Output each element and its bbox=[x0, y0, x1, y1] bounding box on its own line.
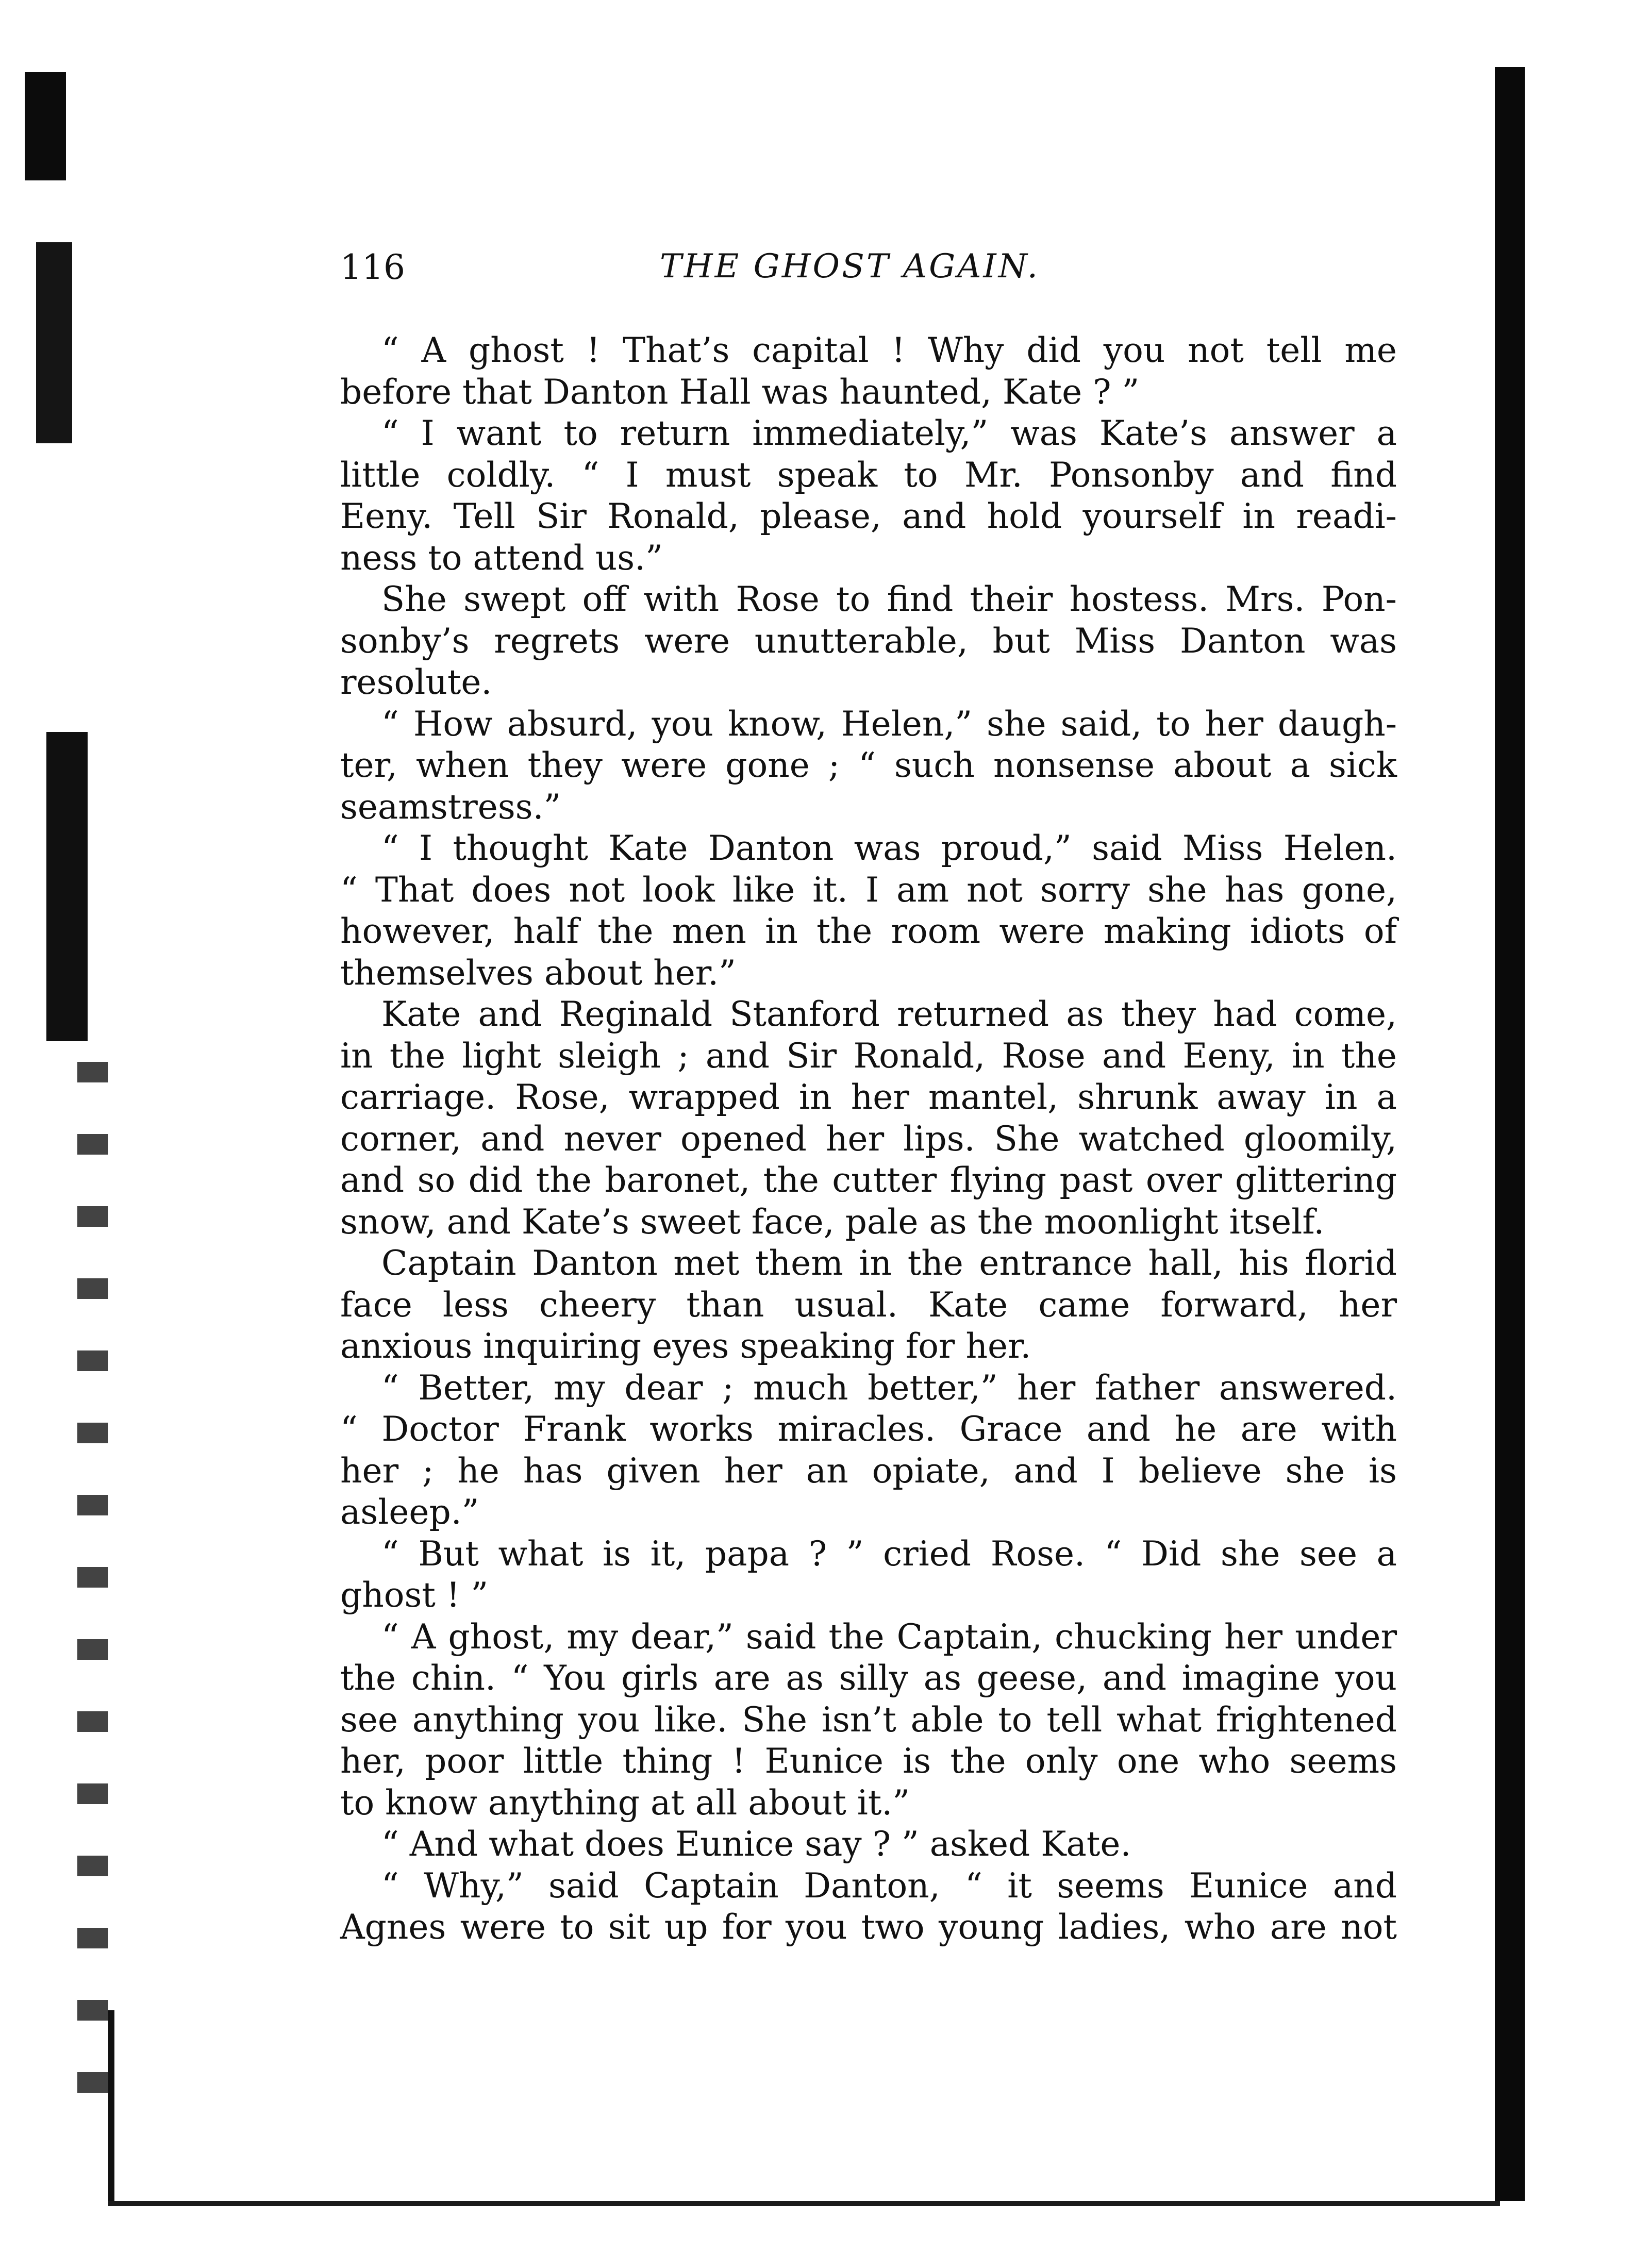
text-line: “ Why,” said Captain Danton, “ it seems Eunice and bbox=[381, 1865, 1397, 1906]
scan-edge-mark bbox=[108, 2010, 114, 2206]
text-line: sonby’s regrets were unutterable, but Miss Danton was bbox=[340, 621, 1397, 661]
scan-edge-mark bbox=[77, 1062, 108, 2093]
text-line: little coldly. “ I must speak to Mr. Ponsonby and find bbox=[340, 455, 1397, 495]
text-line: Captain Danton met them in the entrance hall, his florid bbox=[381, 1243, 1397, 1283]
text-line: “ Doctor Frank works miracles. Grace and he are with bbox=[340, 1409, 1397, 1449]
text-line: see anything you like. She isn’t able to tell what frightened bbox=[340, 1699, 1397, 1740]
text-line: “ A ghost ! That’s capital ! Why did you not tell me bbox=[381, 330, 1397, 370]
running-title: THE GHOST AGAIN. bbox=[660, 247, 1040, 286]
text-line: her, poor little thing ! Eunice is the only one who seems bbox=[340, 1741, 1397, 1781]
text-line: corner, and never opened her lips. She watched gloomily, bbox=[340, 1119, 1397, 1159]
text-line: “ I thought Kate Danton was proud,” said Miss Helen. bbox=[381, 828, 1397, 868]
text-line: carriage. Rose, wrapped in her mantel, shrunk away in a bbox=[340, 1077, 1397, 1117]
text-line: “ But what is it, papa ? ” cried Rose. “ Did she see a bbox=[381, 1533, 1397, 1574]
text-line: themselves about her.” bbox=[340, 953, 736, 993]
text-line: before that Danton Hall was haunted, Kate ? ” bbox=[340, 372, 1140, 412]
text-line: the chin. “ You girls are as silly as geese, and imagine you bbox=[340, 1658, 1397, 1698]
text-line: to know anything at all about it.” bbox=[340, 1782, 910, 1823]
text-line: her ; he has given her an opiate, and I believe she is bbox=[340, 1450, 1397, 1491]
text-line: snow, and Kate’s sweet face, pale as the moonlight itself. bbox=[340, 1202, 1325, 1242]
scan-edge-mark bbox=[25, 72, 66, 180]
text-line: “ That does not look like it. I am not sorry she has gone, bbox=[340, 870, 1397, 910]
scan-edge-mark bbox=[36, 242, 72, 443]
text-line: “ And what does Eunice say ? ” asked Kate. bbox=[381, 1824, 1131, 1864]
text-line: however, half the men in the room were making idiots of bbox=[340, 911, 1397, 951]
text-line: “ I want to return immediately,” was Kate’s answer a bbox=[381, 413, 1397, 453]
text-line: seamstress.” bbox=[340, 787, 561, 827]
text-line: anxious inquiring eyes speaking for her. bbox=[340, 1326, 1031, 1366]
body-text bbox=[340, 330, 1397, 1948]
text-line: Eeny. Tell Sir Ronald, please, and hold yourself in readi- bbox=[340, 496, 1397, 536]
text-line: asleep.” bbox=[340, 1492, 479, 1532]
text-line: in the light sleigh ; and Sir Ronald, Rose and Eeny, in the bbox=[340, 1036, 1397, 1076]
text-line: ter, when they were gone ; “ such nonsense about a sick bbox=[340, 745, 1397, 785]
text-line: “ How absurd, you know, Helen,” she said, to her daugh- bbox=[381, 704, 1397, 744]
text-line: face less cheery than usual. Kate came forward, her bbox=[340, 1285, 1397, 1325]
text-line: and so did the baronet, the cutter flying past over glittering bbox=[340, 1160, 1397, 1200]
scan-edge-mark bbox=[1495, 67, 1525, 2201]
book-page bbox=[340, 247, 1397, 1948]
text-line: resolute. bbox=[340, 662, 492, 702]
text-line: Agnes were to sit up for you two young ladies, who are not bbox=[340, 1907, 1397, 1947]
scan-edge-mark bbox=[46, 732, 88, 1041]
scan-edge-mark bbox=[108, 2201, 1500, 2206]
page-header bbox=[340, 247, 1397, 299]
page-number: 116 bbox=[340, 247, 405, 287]
text-line: “ Better, my dear ; much better,” her father answered. bbox=[381, 1368, 1397, 1408]
text-line: “ A ghost, my dear,” said the Captain, chucking her under bbox=[381, 1616, 1397, 1657]
text-line: Kate and Reginald Stanford returned as they had come, bbox=[381, 994, 1397, 1034]
text-line: She swept off with Rose to find their hostess. Mrs. Pon- bbox=[381, 579, 1397, 619]
text-line: ness to attend us.” bbox=[340, 538, 663, 578]
text-line: ghost ! ” bbox=[340, 1575, 489, 1615]
